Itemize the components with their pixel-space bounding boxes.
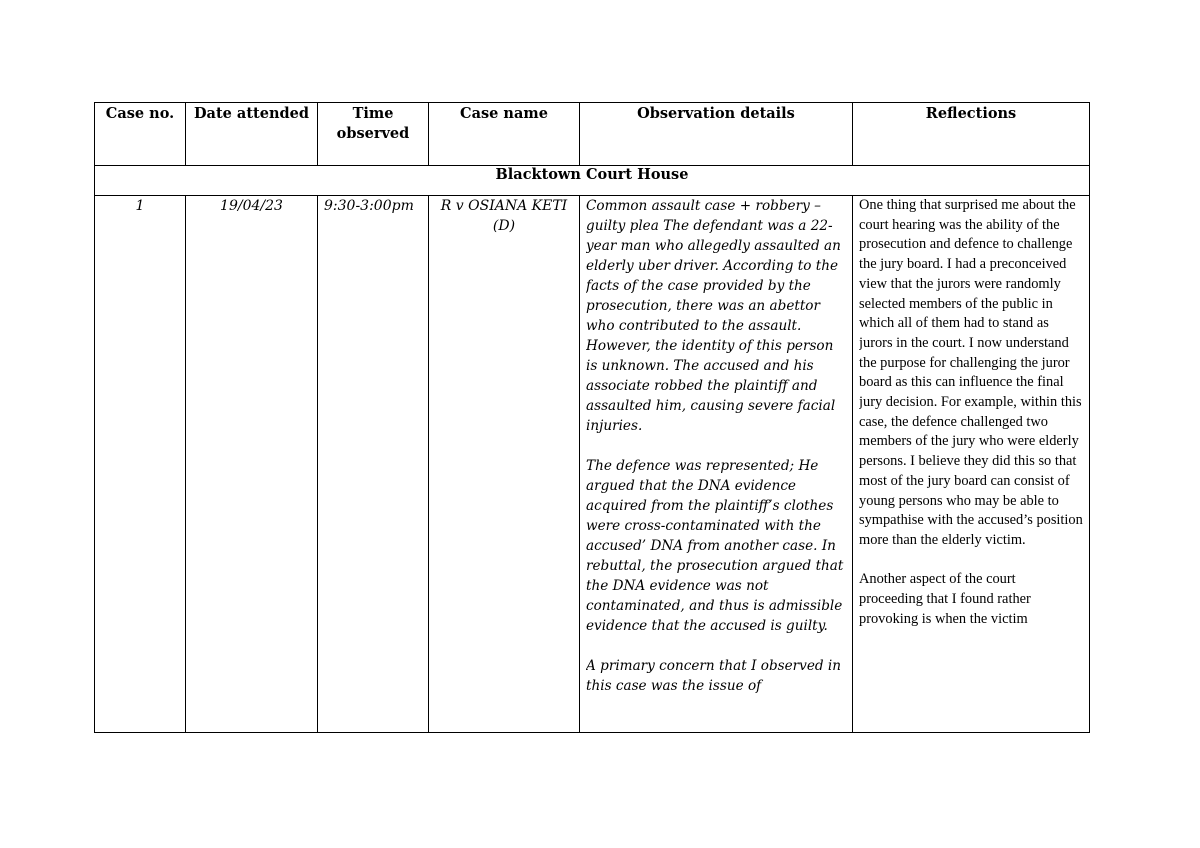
header-time-observed: Time observed [318,103,429,166]
reflections-cell [853,196,1090,733]
header-row [95,103,1090,166]
observation-paragraph: A primary concern that I observed in this case was the issue of [586,658,842,694]
header-case-name: Case name [429,103,580,166]
header-observation-details: Observation details [580,103,853,166]
table-row [95,196,1090,733]
observation-paragraph: The defence was represented; He argued that the DNA evidence acquired from the plaintiff’s clothes were cross-contaminated with the accused’ DNA from another case. In rebuttal, the prosecution argued that the DNA evidence was not contaminated, and thus is admissible evidence that the accused is guilty. [586,458,844,634]
observation-paragraph: Common assault case + robbery – guilty plea The defendant was a 22-year man who allegedly assaulted an elderly uber driver. According to the facts of the case provided by the prosecution, there was an abettor who contributed to the assault. However, the identity of this person is unknown. The accused and his associate robbed the plaintiff and assaulted him, causing severe facial injuries. [586,198,841,434]
reflection-paragraph: One thing that surprised me about the court hearing was the ability of the prosecution and defence to challenge the jury board. I had a preconceived view that the jurors were randomly selected members of the public in which all of them had to stand as jurors in the court. I now understand the purpose for challenging the juror board as this can influence the final jury decision. For example, within this case, the defence challenged two members of the jury who were elderly persons. I believe they did this so that most of the jury board can consist of young persons who may be able to sympathise with the accused’s position more than the elderly victim. [859,197,1083,548]
case-name-cell: R v OSIANA KETI (D) [429,196,580,733]
header-case-no: Case no. [95,103,186,166]
reflection-paragraph: Another aspect of the court proceeding that I found rather provoking is when the victim [859,571,1031,627]
date-attended-cell: 19/04/23 [186,196,318,733]
observation-details-cell [580,196,853,733]
time-observed-cell: 9:30-3:00pm [318,196,429,733]
case-number-cell: 1 [95,196,186,733]
court-name: Blacktown Court House [95,166,1090,196]
header-date-attended: Date attended [186,103,318,166]
court-observation-table [94,102,1090,733]
header-reflections: Reflections [853,103,1090,166]
court-row [95,166,1090,196]
